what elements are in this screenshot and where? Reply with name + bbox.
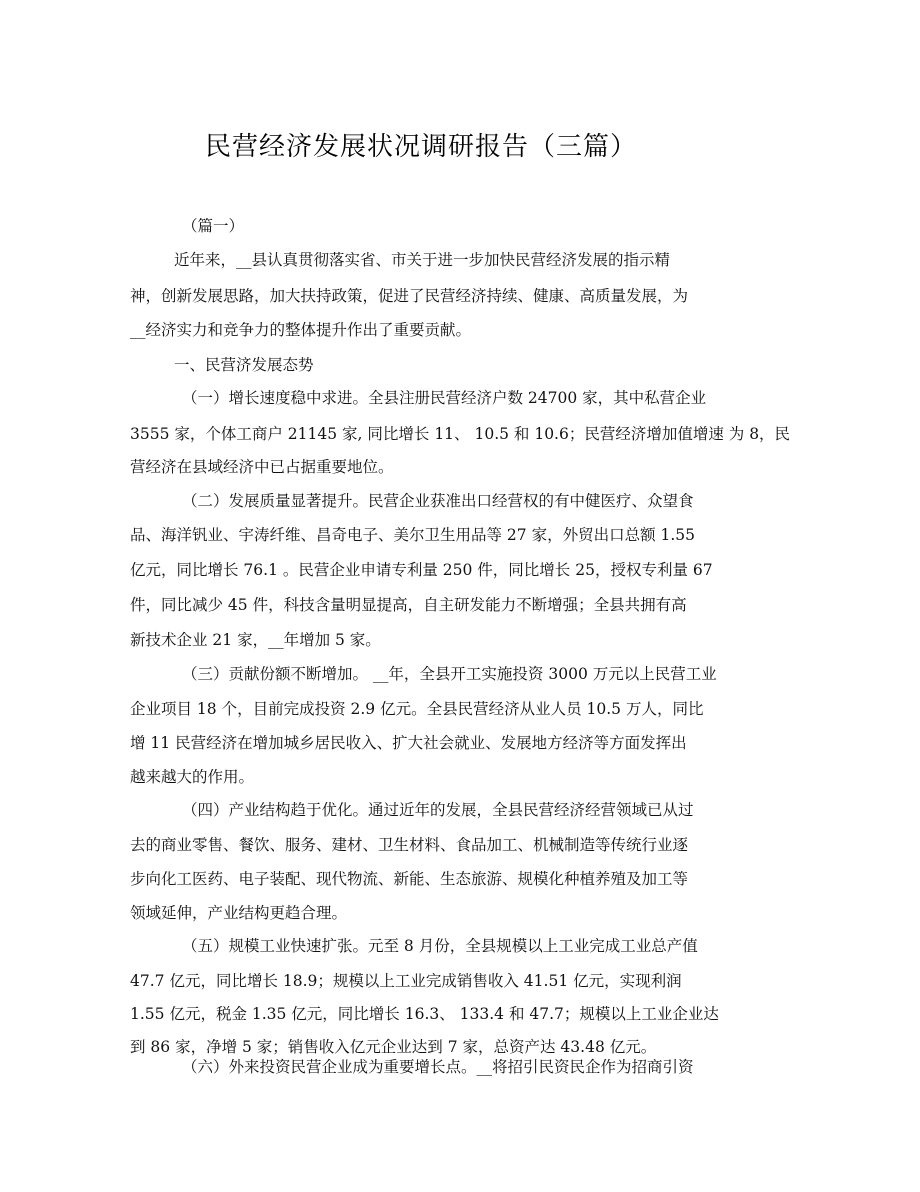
paragraph-line: （六）外来投资民营企业成为重要增长点。__将招引民资民企作为招商引资 <box>182 1058 694 1076</box>
paragraph-line: 47.7 亿元，同比增长 18.9；规模以上工业完成销售收入 41.51 亿元，实现利润 <box>130 972 682 990</box>
paragraph-line: 神，创新发展思路，加大扶持政策，促进了民营经济持续、健康、高质量发展，为 <box>130 287 689 305</box>
paragraph-line: （一）增长速度稳中求进。全县注册民营经济户数 24700 家，其中私营企业 <box>182 389 707 407</box>
paragraph-line: 新技术企业 21 家，__年增加 5 家。 <box>130 631 381 649</box>
section-label-part-one: （篇一） <box>182 217 245 235</box>
paragraph-line: 近年来，__县认真贯彻落实省、市关于进一步加快民营经济发展的指示精 <box>174 251 671 269</box>
paragraph-line: 企业项目 18 个，目前完成投资 2.9 亿元。全县民营经济从业人员 10.5 万人，同比 <box>130 700 704 718</box>
paragraph-line: （三）贡献份额不断增加。 __年，全县开工实施投资 3000 万元以上民营工业 <box>182 665 717 683</box>
paragraph-line: 亿元，同比增长 76.1 。民营企业申请专利量 250 件，同比增长 25，授权专利量 67 <box>130 561 713 579</box>
paragraph-line: 步向化工医药、电子装配、现代物流、新能、生态旅游、规模化种植养殖及加工等 <box>130 870 689 888</box>
paragraph-line: 3555 家，个体工商户 21145 家, 同比增长 11、 10.5 和 10.6；民营经济增加值增速 为 8，民 <box>130 425 791 443</box>
paragraph-line: 领域延伸，产业结构更趋合理。 <box>130 904 348 922</box>
section-heading: 一、民营济发展态势 <box>174 356 314 374</box>
paragraph-line: （五）规模工业快速扩张。元至 8 月份，全县规模以上工业完成工业总产值 <box>182 937 698 955</box>
paragraph-line: 越来越大的作用。 <box>130 768 255 786</box>
paragraph-line: 营经济在县域经济中已占据重要地位。 <box>130 458 394 476</box>
paragraph-line: 增 11 民营经济在增加城乡居民收入、扩大社会就业、发展地方经济等方面发挥出 <box>130 734 687 752</box>
paragraph-line: 到 86 家，净增 5 家；销售收入亿元企业达到 7 家，总资产达 43.48 亿元。 <box>130 1038 657 1056</box>
paragraph-line: __经济实力和竞争力的整体提升作出了重要贡献。 <box>130 321 472 339</box>
paragraph-line: 1.55 亿元，税金 1.35 亿元，同比增长 16.3、 133.4 和 47.7；规模以上工业企业达 <box>130 1005 719 1023</box>
document-title: 民营经济发展状况调研报告（三篇） <box>205 132 638 162</box>
paragraph-line: 去的商业零售、餐饮、服务、建材、卫生材料、食品加工、机械制造等传统行业逐 <box>130 836 689 854</box>
paragraph-line: 件，同比减少 45 件，科技含量明显提高，自主研发能力不断增强；全县共拥有高 <box>130 596 687 614</box>
paragraph-line: （四）产业结构趋于优化。通过近年的发展，全县民营经济经营领域已从过 <box>182 801 694 819</box>
paragraph-line: 品、海洋钒业、宇涛纤维、昌奇电子、美尔卫生用品等 27 家，外贸出口总额 1.55 <box>130 526 696 544</box>
paragraph-line: （二）发展质量显著提升。民营企业获准出口经营权的有中健医疗、众望食 <box>182 492 694 510</box>
